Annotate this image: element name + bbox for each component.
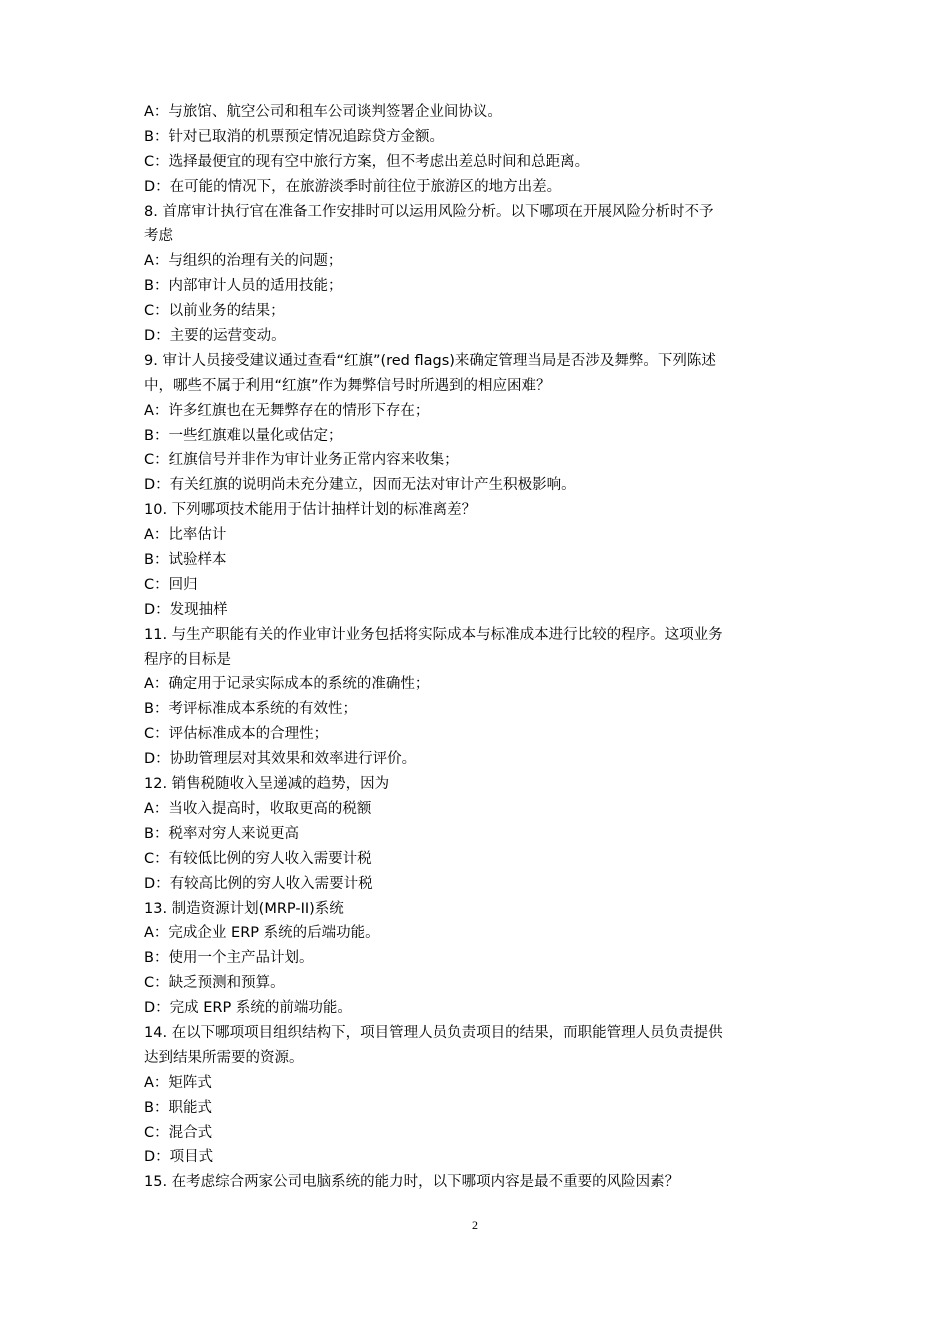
question-line: 10. 下列哪项技术能用于估计抽样计划的标准离差？ <box>144 502 477 519</box>
page-number: 2 <box>472 1218 478 1232</box>
text-line: D：有关红旗的说明尚未充分建立，因而无法对审计产生积极影响。 <box>144 477 576 494</box>
text-line: D：协助管理层对其效果和效率进行评价。 <box>144 751 417 768</box>
text-line: D：有较高比例的穷人收入需要计税 <box>144 875 373 892</box>
text-line: A：比率估计 <box>144 527 227 544</box>
question-line: 达到结果所需要的资源。 <box>144 1049 304 1066</box>
text-line: B：使用一个主产品计划。 <box>144 950 314 967</box>
text-line: C：选择最便宜的现有空中旅行方案，但不考虑出差总时间和总距离。 <box>144 153 590 170</box>
text-line: A：与组织的治理有关的问题； <box>144 253 343 270</box>
text-line: A：当收入提高时，收取更高的税额 <box>144 800 372 817</box>
text-line: C：评估标准成本的合理性； <box>144 726 329 743</box>
question-line: 9. 审计人员接受建议通过查看“红旗”(red flags)来确定管理当局是否涉及舞弊。下列陈述 <box>144 352 716 369</box>
text-line: D：发现抽样 <box>144 601 228 618</box>
text-line: B：税率对穷人来说更高 <box>144 825 299 842</box>
question-line: 15. 在考虑综合两家公司电脑系统的能力时，以下哪项内容是最不重要的风险因素？ <box>144 1174 680 1191</box>
text-line: B：一些红旗难以量化或估定； <box>144 427 343 444</box>
text-line: D：主要的运营变动。 <box>144 328 286 345</box>
text-line: B：针对已取消的机票预定情况追踪贷方金额。 <box>144 128 444 145</box>
text-line: C：有较低比例的穷人收入需要计税 <box>144 850 372 867</box>
text-line: A：完成企业 ERP 系统的后端功能。 <box>144 925 380 942</box>
text-line: C：混合式 <box>144 1124 213 1141</box>
question-line: 13. 制造资源计划(MRP-II)系统 <box>144 900 344 917</box>
question-line: 14. 在以下哪项项目组织结构下，项目管理人员负责项目的结果，而职能管理人员负责提供 <box>144 1024 723 1041</box>
text-line: C：回归 <box>144 576 198 593</box>
text-line: C：以前业务的结果； <box>144 303 285 320</box>
text-line: B：试验样本 <box>144 552 227 569</box>
text-line: B：考评标准成本系统的有效性； <box>144 701 357 718</box>
text-line: B：职能式 <box>144 1099 212 1116</box>
question-line: 12. 销售税随收入呈递减的趋势，因为 <box>144 776 390 793</box>
text-line: D：项目式 <box>144 1149 214 1166</box>
text-line: A：矩阵式 <box>144 1074 212 1091</box>
text-line: A：与旅馆、航空公司和租车公司谈判签署企业间协议。 <box>144 104 502 120</box>
text-line: A：许多红旗也在无舞弊存在的情形下存在； <box>144 402 430 419</box>
text-line: A：确定用于记录实际成本的系统的准确性； <box>144 676 430 693</box>
question-line: 11. 与生产职能有关的作业审计业务包括将实际成本与标准成本进行比较的程序。这项业务 <box>144 626 723 643</box>
text-line: B：内部审计人员的适用技能； <box>144 278 343 295</box>
question-line: 考虑 <box>144 228 173 245</box>
text-line: C：缺乏预测和预算。 <box>144 975 285 992</box>
question-line: 8. 首席审计执行官在准备工作安排时可以运用风险分析。以下哪项在开展风险分析时不予 <box>144 203 714 220</box>
text-line: D：完成 ERP 系统的前端功能。 <box>144 1000 352 1017</box>
question-line: 中，哪些不属于利用“红旗”作为舞弊信号时所遇到的相应困难？ <box>144 377 551 394</box>
page-content <box>144 100 816 1195</box>
text-line: D：在可能的情况下，在旅游淡季时前往位于旅游区的地方出差。 <box>144 178 562 195</box>
question-line: 程序的目标是 <box>144 651 231 668</box>
text-line: C：红旗信号并非作为审计业务正常内容来收集； <box>144 452 459 469</box>
